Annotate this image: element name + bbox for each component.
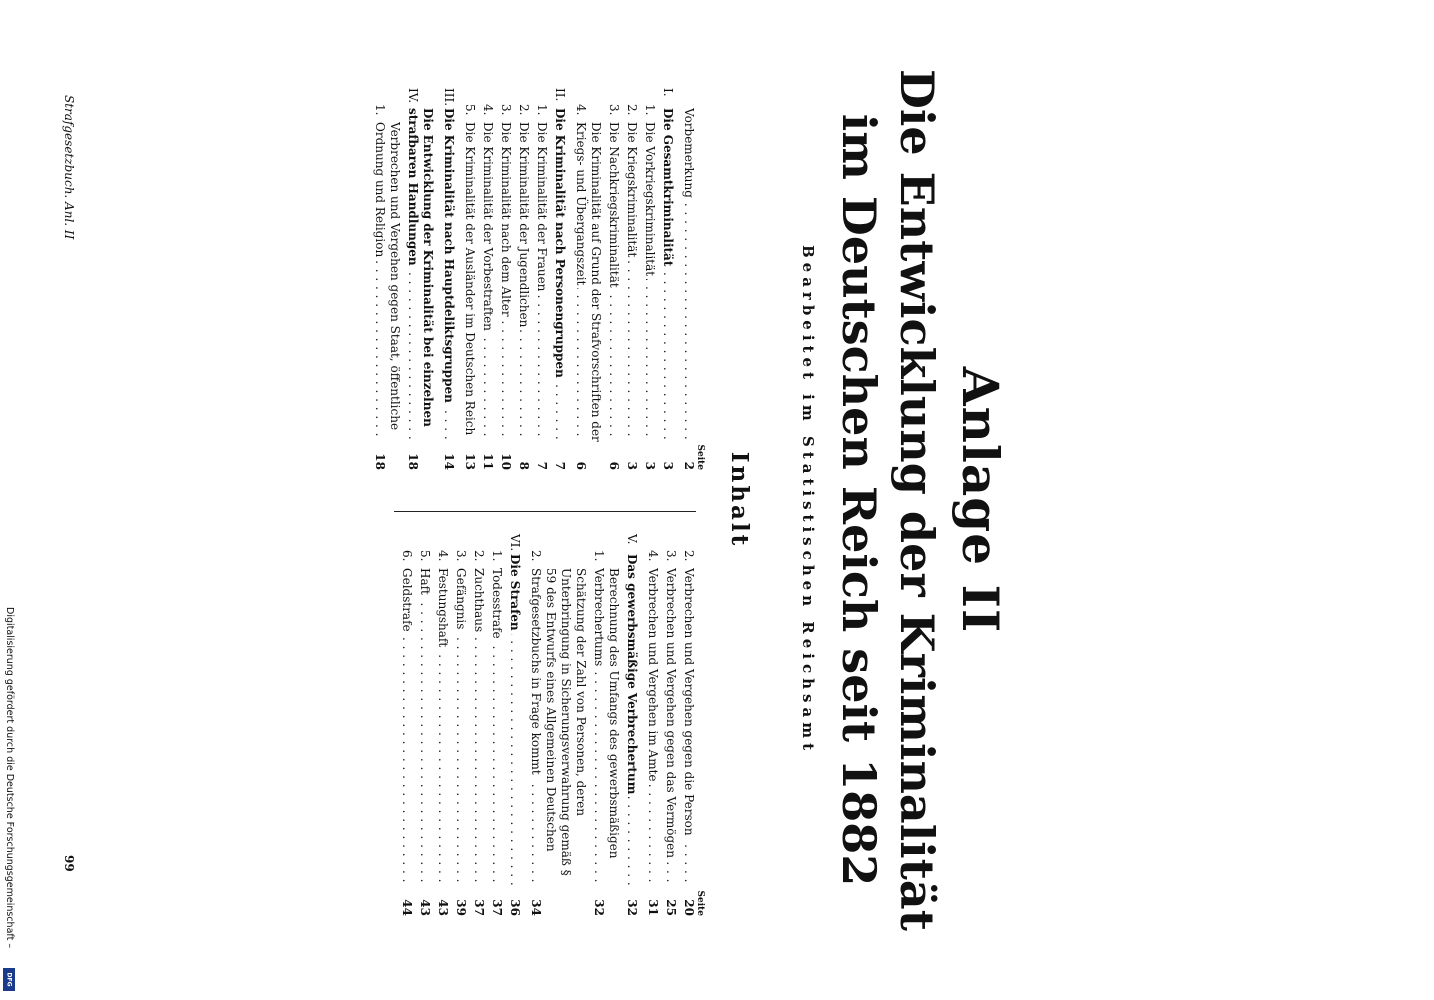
toc-entry-number: 1. (643, 104, 657, 116)
toc-entry-number: VI. (508, 534, 522, 552)
toc-entry (663, 534, 678, 916)
toc-entry-page: 44 (400, 899, 414, 916)
toc-entry-page: 43 (418, 899, 432, 916)
toc-entry-page: 18 (406, 453, 420, 470)
toc-entry-page: 11 (481, 453, 495, 470)
toc-entry-label-wrap (552, 108, 567, 442)
digitization-credit (3, 607, 15, 992)
toc-heading: Inhalt (726, 451, 753, 549)
toc-entry-page: 31 (646, 899, 660, 916)
toc-entry-page: 36 (508, 899, 522, 916)
toc-entry (441, 88, 456, 470)
toc-entry-label: Die Gesamtkriminalität (661, 108, 675, 269)
toc-entry (498, 88, 513, 470)
toc-entry-page: 37 (472, 899, 486, 916)
page-number: 99 (62, 855, 76, 872)
toc-entry (552, 88, 567, 470)
toc-entry-number: 2. (625, 104, 639, 116)
toc-entry-page: 10 (499, 453, 513, 470)
toc-entry (624, 88, 639, 470)
toc-entry-label-wrap (399, 568, 414, 888)
toc-entry-number: I. (661, 88, 675, 97)
toc-entry (681, 534, 696, 916)
toc-entry-label: Festungshaft (436, 568, 450, 650)
toc-entry-number: 2. (529, 550, 543, 562)
toc-column-right (396, 534, 707, 916)
toc-entry-number: 5. (418, 550, 432, 562)
subtitle: Bearbeitet im Statistischen Reichsamt (799, 244, 817, 756)
toc-entry-page: 32 (625, 899, 639, 916)
toc-entry-page: 25 (664, 899, 678, 916)
toc-entry-label: Das gewerbsmäßige Verbrechertum (625, 554, 639, 797)
toc-entry-label-wrap (591, 568, 621, 888)
toc-entry-label: Geldstrafe (400, 568, 414, 635)
toc-entry (660, 88, 675, 470)
toc-entry-label: Gefängnis (454, 568, 468, 632)
toc-entry (462, 88, 477, 470)
toc-entry (399, 534, 414, 916)
toc-entry-label: Verbrechen und Vergehen gegen Staat, öffentliche Ordnung und Religion (373, 122, 402, 431)
toc-entry-label: Verbrechen und Vergehen gegen das Vermögen (664, 568, 678, 861)
toc-entry-label: Die Kriminalität nach dem Alter (499, 122, 513, 320)
toc-entry-page: 18 (373, 453, 387, 470)
toc-entry-label: Schätzung der Zahl von Personen, deren Unterbringung in Sicherungsverwahrung gemäß § 59 des Entwurfs eines Allgemeinen Deutschen Strafgesetzbuchs in Frage kommt (529, 568, 588, 876)
main-title-line-1: Die Entwicklung der Kriminalität (890, 69, 944, 931)
toc-entry-label: Die Entwicklung der Kriminalität bei einzelnen strafbaren Handlungen (406, 108, 435, 427)
toc-entry-number: 4. (436, 550, 450, 562)
toc-entry-label: Zuchthaus (472, 568, 486, 635)
toc-entry (453, 534, 468, 916)
toc-entry (516, 88, 531, 470)
toc-entry-page: 32 (592, 899, 606, 916)
toc-entry-label-wrap (642, 122, 657, 442)
main-title-line-2: im Deutschen Reich seit 1882 (832, 113, 886, 887)
toc-entry-number: 2. (517, 104, 531, 116)
toc-entry-page: 3 (643, 461, 657, 470)
toc-entry-label-wrap (681, 108, 696, 442)
toc-entry-page: 13 (463, 453, 477, 470)
footer-running-title: Strafgesetzbuch. Anl. II (62, 95, 76, 240)
toc-entry-label-wrap (417, 568, 432, 888)
appendix-title: Anlage II (951, 366, 1010, 634)
toc-entry-label: Verbrechen und Vergehen gegen die Person (682, 568, 696, 839)
toc-entry-page: 2 (682, 461, 696, 470)
toc-entry-number: 2. (682, 550, 696, 562)
toc-entry-page: 3 (661, 461, 675, 470)
toc-entry-label-wrap (528, 568, 588, 888)
toc-entry-number: 1. (592, 550, 606, 562)
toc-entry-number: 1. (535, 104, 549, 116)
toc-entry-page: 6 (574, 461, 588, 470)
toc-entry (573, 88, 603, 470)
toc-entry-number: III. (442, 88, 456, 107)
toc-entry-number: 3. (499, 104, 513, 116)
toc-entry-label-wrap (606, 122, 621, 442)
toc-entry-label: Die Vorkriegskriminalität (643, 122, 657, 279)
toc-entry (435, 534, 450, 916)
toc-entry-label: Todesstrafe (490, 568, 504, 642)
toc-entry-label: Haft (418, 568, 432, 598)
toc-entry-label-wrap (534, 122, 549, 442)
toc-entry-label: Vorbemerkung (682, 108, 696, 201)
toc-entry (405, 88, 435, 470)
toc-entry-label-wrap (441, 108, 456, 442)
toc-entry (471, 534, 486, 916)
toc-entry (606, 88, 621, 470)
toc-entry (645, 534, 660, 916)
toc-entry (591, 534, 621, 916)
toc-entry-number: 3. (607, 104, 621, 116)
toc-entry-label-wrap (624, 122, 639, 442)
toc-entry-label-wrap (405, 108, 435, 442)
toc-entry-page: 39 (454, 899, 468, 916)
toc-entry (489, 534, 504, 916)
toc-entry-label: Verbrechen und Vergehen im Amte (646, 568, 660, 785)
toc-entry-number: 4. (646, 550, 660, 562)
toc-entry-number: II. (553, 88, 567, 102)
toc-entry-page: 43 (436, 899, 450, 916)
toc-entry-number: 4. (481, 104, 495, 116)
toc-entry-label-wrap (489, 568, 504, 888)
toc-entry (681, 88, 696, 470)
credit-text: Digitalisierung gefördert durch die Deutsche Forschungsgemeinschaft – (4, 607, 15, 949)
dfg-logo (3, 968, 15, 991)
toc-entry-label-wrap (480, 122, 495, 442)
toc-entry (534, 88, 549, 470)
toc-entry-label: Die Kriminalität der Jugendlichen (517, 122, 531, 330)
toc-entry-label-wrap (462, 122, 477, 442)
toc-entry-page: 6 (607, 461, 621, 470)
toc-entry-number: 1. (373, 104, 387, 116)
toc-entry-label-wrap (663, 568, 678, 888)
toc-entry-label-wrap (645, 568, 660, 888)
toc-entry-label-wrap (471, 568, 486, 888)
toc-entry-page: 37 (490, 899, 504, 916)
toc-entry-label-wrap (372, 122, 402, 442)
toc-entry-label: Die Kriminalität nach Hauptdeliktsgruppen (442, 108, 456, 406)
toc-entry (480, 88, 495, 470)
toc-entry-label-wrap (660, 108, 675, 442)
toc-entry-label: Die Kriminalität nach Personengruppen (553, 108, 567, 381)
toc-entry-page: 20 (682, 899, 696, 916)
toc-entry-label: Berechnung des Umfangs des gewerbsmäßigen Verbrechertums (592, 568, 621, 859)
toc-entry-label: Die Kriminalität auf Grund der Strafvorschriften der Kriegs- und Übergangszeit (574, 122, 603, 442)
toc-entry-label: Die Kriminalität der Frauen (535, 122, 549, 294)
toc-entry-page: 7 (535, 461, 549, 470)
seite-label: Seite (695, 444, 705, 470)
toc-entry (372, 88, 402, 470)
toc-entry (507, 534, 522, 916)
toc-entry-label-wrap (681, 568, 696, 888)
toc-entry-page: 34 (529, 899, 543, 916)
main-title (830, 0, 946, 1000)
toc-entry-label-wrap (498, 122, 513, 442)
toc-entry-number: 5. (463, 104, 477, 116)
toc-entry-label: Die Kriminalität der Vorbestraften (481, 122, 495, 334)
toc-entry-label-wrap (624, 554, 639, 888)
dfg-logo-text: DFG (5, 972, 13, 987)
toc-entry-page: 8 (517, 461, 531, 470)
toc-entry (417, 534, 432, 916)
toc-entry (642, 88, 657, 470)
toc-column-left (369, 88, 707, 470)
toc-entry-label: Die Strafen (508, 554, 522, 634)
toc-entry-number: 3. (664, 550, 678, 562)
column-divider (394, 511, 696, 512)
toc-entry-number: 3. (454, 550, 468, 562)
toc-entry-number: 2. (472, 550, 486, 562)
toc-entry-label: Die Kriminalität der Ausländer im Deutschen Reich (463, 122, 477, 438)
toc-entry-label-wrap (516, 122, 531, 442)
toc-entry (528, 534, 588, 916)
toc-entry-number: V. (625, 534, 639, 545)
toc-entry-page: 7 (553, 461, 567, 470)
toc-entry-number: 1. (490, 550, 504, 562)
toc-entry-label-wrap (573, 122, 603, 442)
toc-entry-number: 6. (400, 550, 414, 562)
toc-entry-label: Die Nachkriegskriminalität (607, 122, 621, 291)
toc-entry-label-wrap (453, 568, 468, 888)
toc-entry-page: 14 (442, 453, 456, 470)
toc-entry-label-wrap (507, 554, 522, 888)
toc-entry-label: Die Kriegskriminalität (625, 122, 639, 260)
toc-entry (624, 534, 639, 916)
toc-entry-label-wrap (435, 568, 450, 888)
toc-entry-page: 3 (625, 461, 639, 470)
toc-entry-number: IV. (406, 88, 420, 104)
toc-entry-number: 4. (574, 104, 588, 116)
seite-label: Seite (695, 890, 705, 916)
